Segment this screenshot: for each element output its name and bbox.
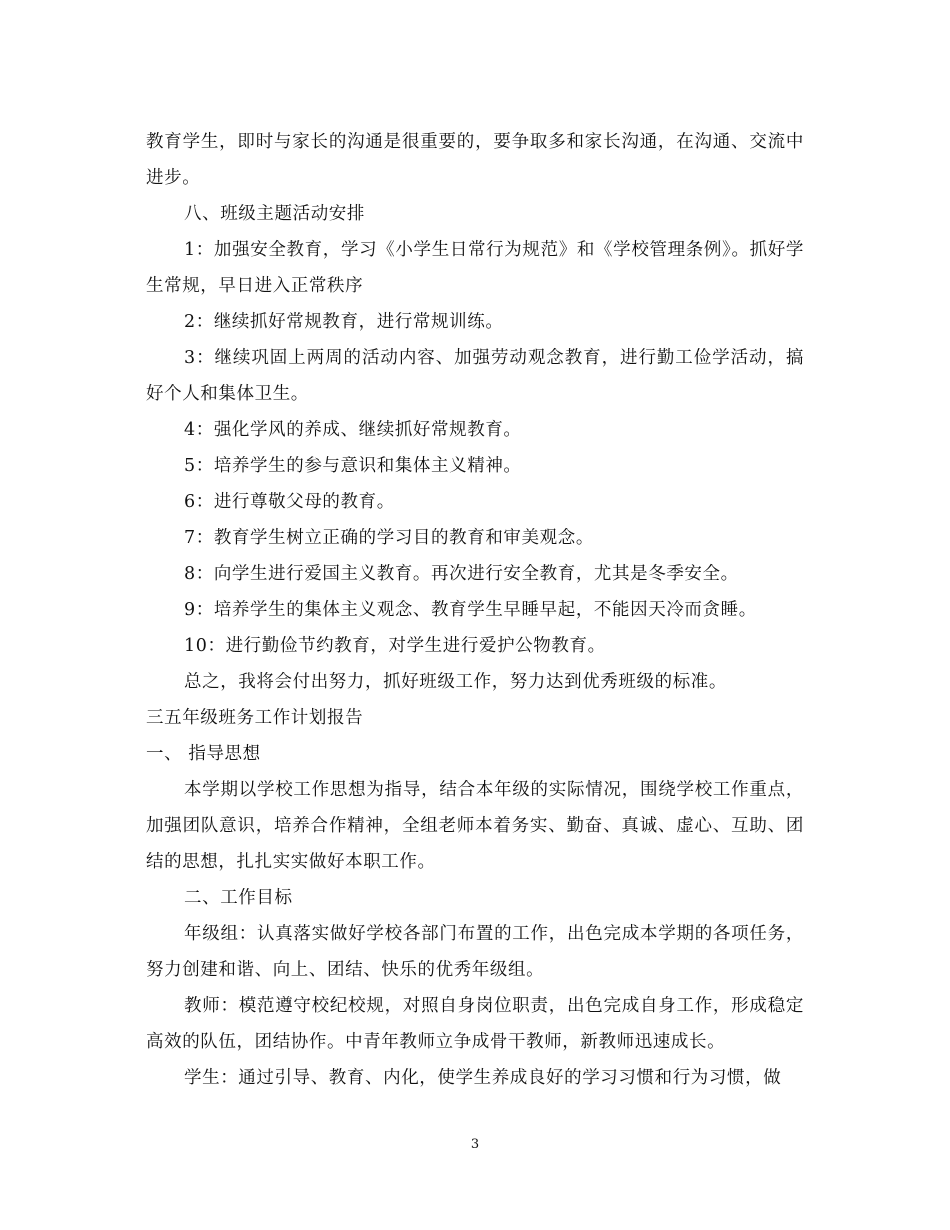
activity-item-1: 1：加强安全教育，学习《小学生日常行为规范》和《学校管理条例》。抓好学生常规，早日进入正常秩序 <box>146 240 804 296</box>
section-heading-goals: 二、工作目标 <box>184 888 293 908</box>
goal-students: 学生：通过引导、教育、内化，使学生养成良好的学习习惯和行为习惯，做 <box>184 1068 782 1088</box>
guiding-thought-paragraph: 本学期以学校工作思想为指导，结合本年级的实际情况，围绕学校工作重点，加强团队意识，培养合作精神，全组老师本着务实、勤奋、真诚、虚心、互助、团结的思想，扎扎实实做好本职工作。 <box>146 780 804 872</box>
document-body <box>146 124 804 1096</box>
activity-item-4: 4：强化学风的养成、继续抓好常规教育。 <box>184 420 522 440</box>
paragraph-continuation: 教育学生，即时与家长的沟通是很重要的，要争取多和家长沟通，在沟通、交流中进步。 <box>146 132 804 188</box>
conclusion-paragraph: 总之，我将会付出努力，抓好班级工作，努力达到优秀班级的标准。 <box>184 672 727 692</box>
report-title: 三五年级班务工作计划报告 <box>146 708 364 728</box>
section-heading-guiding-thought: 一、 指导思想 <box>146 744 261 764</box>
section-heading-activities: 八、班级主题活动安排 <box>184 204 365 224</box>
activity-item-9: 9：培养学生的集体主义观念、教育学生早睡早起，不能因天冷而贪睡。 <box>184 600 757 620</box>
activity-item-6: 6：进行尊敬父母的教育。 <box>184 492 395 512</box>
activity-item-7: 7：教育学生树立正确的学习目的教育和审美观念。 <box>184 528 594 548</box>
activity-item-8: 8：向学生进行爱国主义教育。再次进行安全教育，尤其是冬季安全。 <box>184 564 739 584</box>
activity-item-10: 10：进行勤俭节约教育，对学生进行爱护公物教育。 <box>184 636 606 656</box>
goal-teachers: 教师：模范遵守校纪校规，对照自身岗位职责，出色完成自身工作，形成稳定高效的队伍，团结协作。中青年教师立争成骨干教师，新教师迅速成长。 <box>146 996 804 1052</box>
activity-item-2: 2：继续抓好常规教育，进行常规训练。 <box>184 312 504 332</box>
goal-grade-group: 年级组：认真落实做好学校各部门布置的工作，出色完成本学期的各项任务，努力创建和谐、向上、团结、快乐的优秀年级组。 <box>146 924 804 980</box>
activity-item-3: 3：继续巩固上两周的活动内容、加强劳动观念教育，进行勤工俭学活动，搞好个人和集体卫生。 <box>146 348 804 404</box>
activity-item-5: 5：培养学生的参与意识和集体主义精神。 <box>184 456 522 476</box>
page-number: 3 <box>470 1137 480 1152</box>
